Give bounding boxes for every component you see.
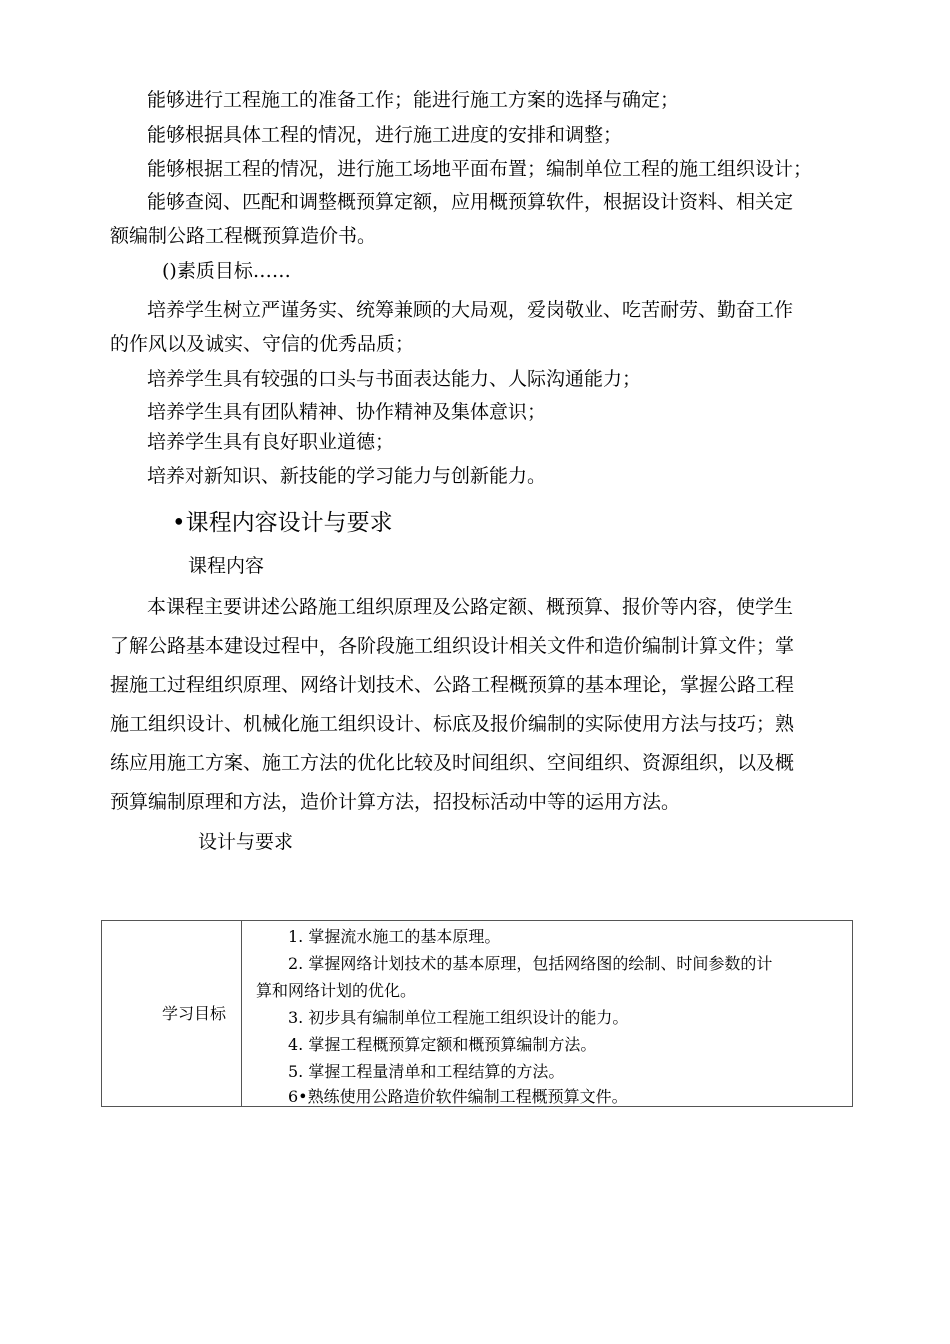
- ability-goal-1: 能够进行工程施工的准备工作；能进行施工方案的选择与确定；: [147, 89, 680, 111]
- objective-line-5: 5. 掌握工程量清单和工程结算的方法。: [288, 1062, 565, 1081]
- quality-goal-3: 培养学生具有团队精神、协作精神及集体意识；: [147, 401, 547, 423]
- ability-goal-4: 能够查阅、匹配和调整概预算定额，应用概预算软件，根据设计资料、相关定: [147, 191, 794, 213]
- section-heading: •课程内容设计与要求: [172, 510, 393, 536]
- course-content-line-5: 练应用施工方案、施工方法的优化比较及时间组织、空间组织、资源组织，以及概: [110, 752, 795, 774]
- quality-goal-1-cont: 的作风以及诚实、守信的优秀品质；: [110, 333, 415, 355]
- objective-line-3: 3. 初步具有编制单位工程施工组织设计的能力。: [288, 1008, 629, 1027]
- objective-line-1: 1. 掌握流水施工的基本原理。: [288, 927, 501, 946]
- course-content-heading: 课程内容: [188, 555, 265, 577]
- course-content-line-6: 预算编制原理和方法，造价计算方法，招投标活动中等的运用方法。: [110, 791, 681, 813]
- objective-line-6: 6•熟练使用公路造价软件编制工程概预算文件。: [288, 1087, 628, 1106]
- quality-goal-2: 培养学生具有较强的口头与书面表达能力、人际沟通能力；: [147, 368, 642, 390]
- quality-goal-4: 培养学生具有良好职业道德；: [147, 431, 395, 453]
- ability-goal-4-cont: 额编制公路工程概预算造价书。: [110, 225, 377, 247]
- course-content-line-1: 本课程主要讲述公路施工组织原理及公路定额、概预算、报价等内容，使学生: [147, 596, 794, 618]
- quality-goal-5: 培养对新知识、新技能的学习能力与创新能力。: [147, 465, 547, 487]
- objective-line-2-cont: 算和网络计划的优化。: [256, 981, 417, 1000]
- quality-goal-1: 培养学生树立严谨务实、统筹兼顾的大局观，爱岗敬业、吃苦耐劳、勤奋工作: [147, 299, 794, 321]
- course-content-line-4: 施工组织设计、机械化施工组织设计、标底及报价编制的实际使用方法与技巧；熟: [110, 713, 795, 735]
- objective-line-2: 2. 掌握网络计划技术的基本原理，包括网络图的绘制、时间参数的计: [288, 954, 773, 973]
- ability-goal-2: 能够根据具体工程的情况，进行施工进度的安排和调整；: [147, 124, 623, 146]
- ability-goal-3: 能够根据工程的情况，进行施工场地平面布置；编制单位工程的施工组织设计；: [147, 158, 813, 180]
- learning-objectives-table: [101, 920, 853, 1107]
- course-content-line-2: 了解公路基本建设过程中，各阶段施工组织设计相关文件和造价编制计算文件；掌: [110, 635, 795, 657]
- objective-line-4: 4. 掌握工程概预算定额和概预算编制方法。: [288, 1035, 597, 1054]
- table-label: 学习目标: [162, 1004, 227, 1023]
- table-label-cell: [102, 921, 242, 1106]
- course-content-line-3: 握施工过程组织原理、网络计划技术、公路工程概预算的基本理论，掌握公路工程: [110, 674, 795, 696]
- design-heading: 设计与要求: [198, 831, 294, 853]
- quality-goals-heading: ()素质目标……: [162, 260, 291, 282]
